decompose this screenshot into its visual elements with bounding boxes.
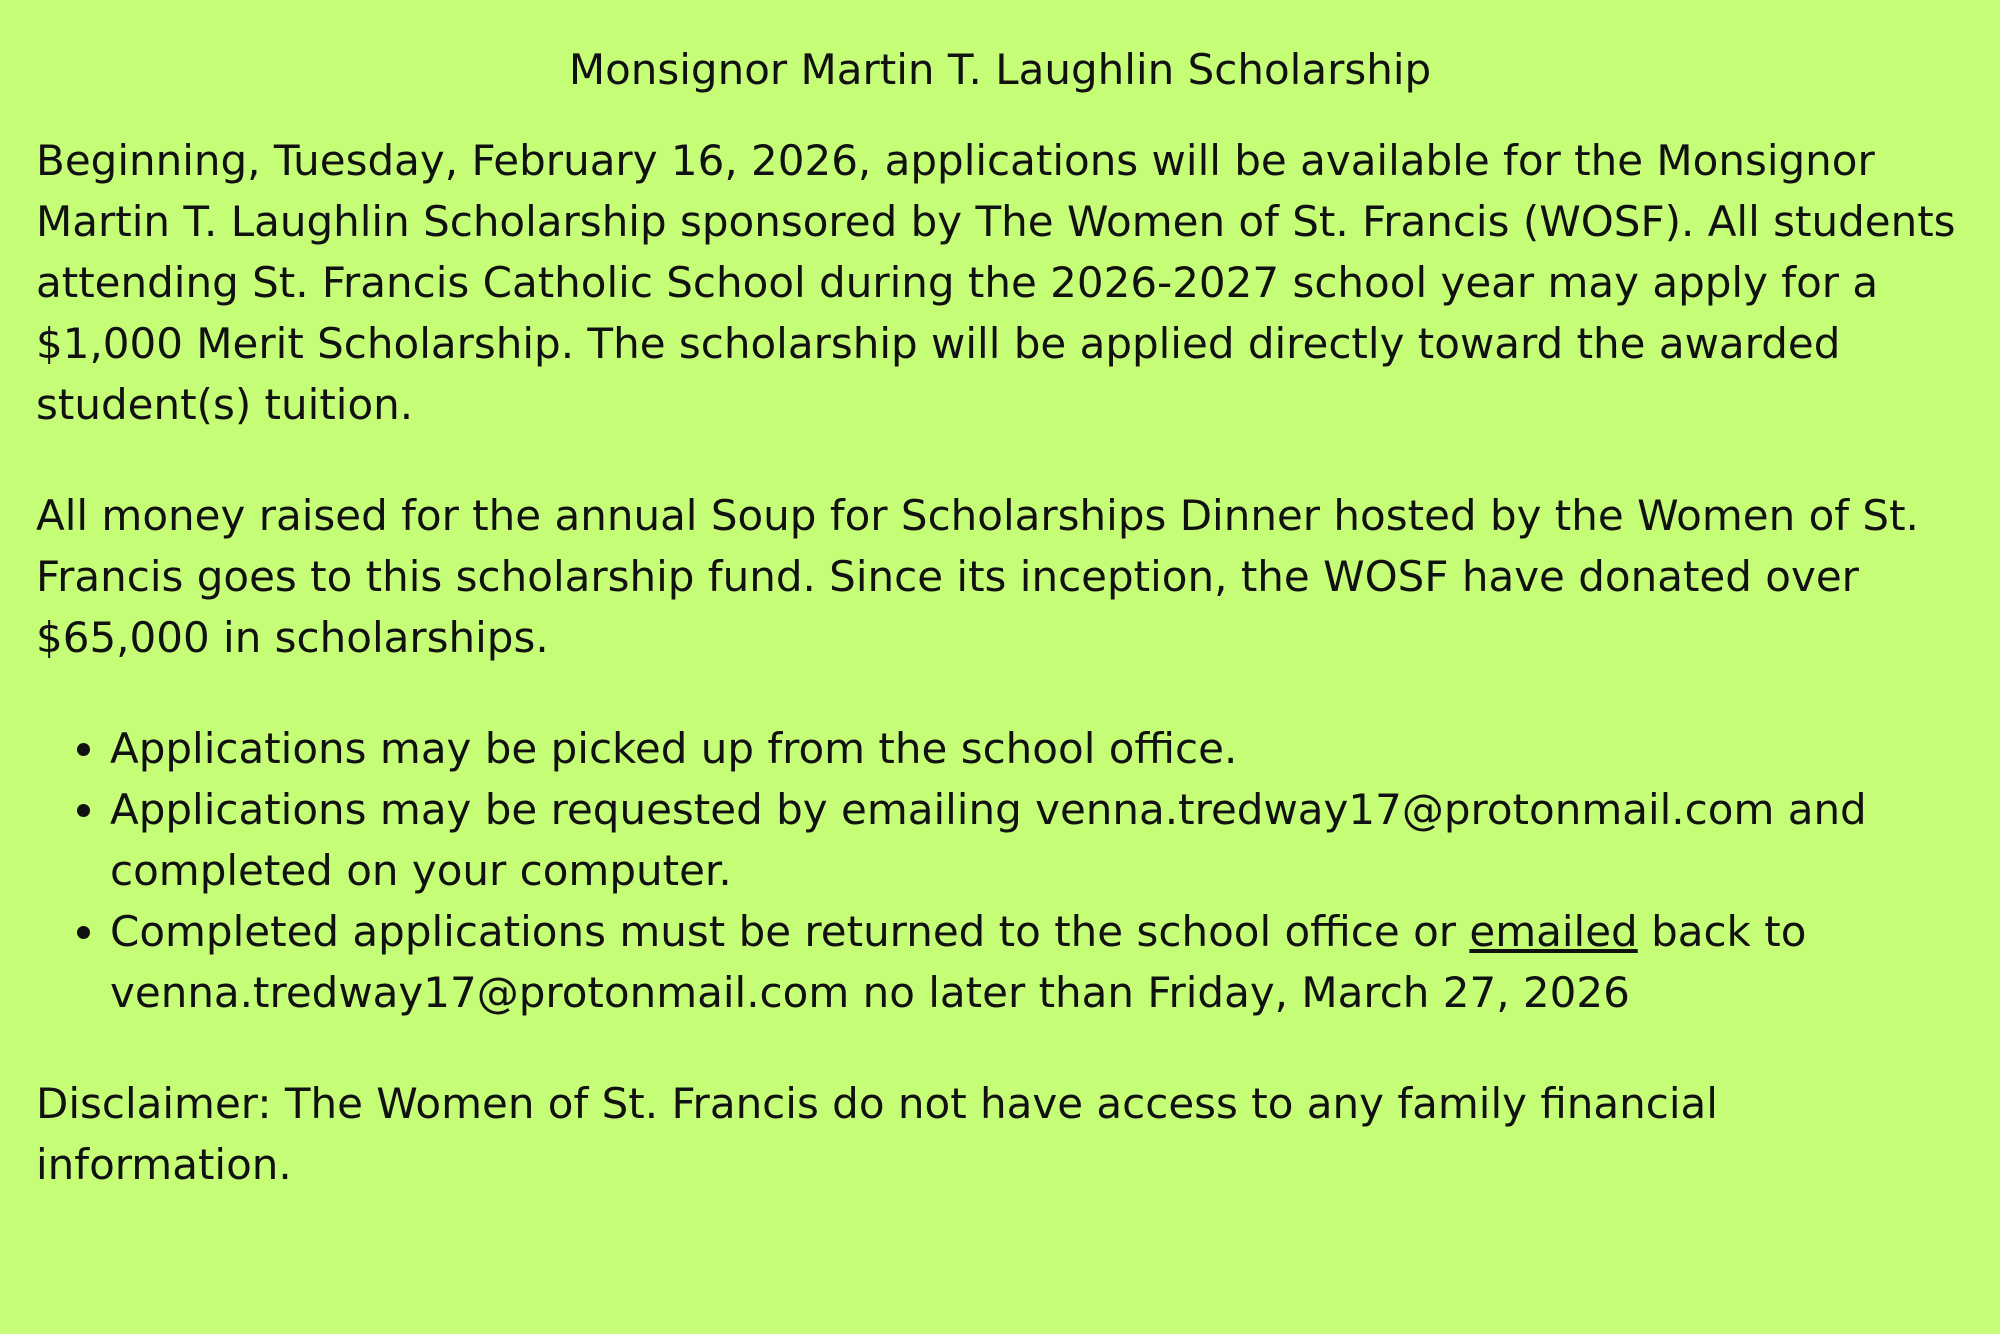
list-item — [110, 901, 1964, 1023]
list-item — [110, 779, 1964, 901]
document-page — [0, 40, 2000, 1334]
disclaimer-paragraph: Disclaimer: The Women of St. Francis do not have access to any family financial information. — [36, 1079, 1718, 1189]
application-instructions-list — [36, 718, 1964, 1023]
intro-paragraph: Beginning, Tuesday, February 16, 2026, applications will be available for the Monsignor Martin T. Laughlin Scholarship sponsored by The Women of St. Francis (WOSF). All students attending St. Francis Catholic School during the 2026-2027 school year may apply for a $1,000 Merit Scholarship. The scholarship will be applied directly toward the awarded student(s) tuition. — [36, 136, 1956, 429]
list-item-text: Applications may be picked up from the school office. — [110, 724, 1238, 773]
emailed-link[interactable]: emailed — [1469, 907, 1638, 956]
list-item-text: Applications may be requested by emailing venna.tredway17@protonmail.com and completed on your computer. — [110, 785, 1867, 895]
list-item-text-after: back to venna.tredway17@protonmail.com no later than Friday, March 27, 2026 — [110, 907, 1807, 1017]
list-item-text-before: Completed applications must be returned to the school office or — [110, 907, 1470, 956]
list-item — [110, 718, 1964, 779]
document-title: Monsignor Martin T. Laughlin Scholarship — [568, 45, 1432, 94]
fundraising-paragraph: All money raised for the annual Soup for Scholarships Dinner hosted by the Women of St. Francis goes to this scholarship fund. Since its inception, the WOSF have donated over $65,000 in scholarships. — [36, 491, 1919, 662]
